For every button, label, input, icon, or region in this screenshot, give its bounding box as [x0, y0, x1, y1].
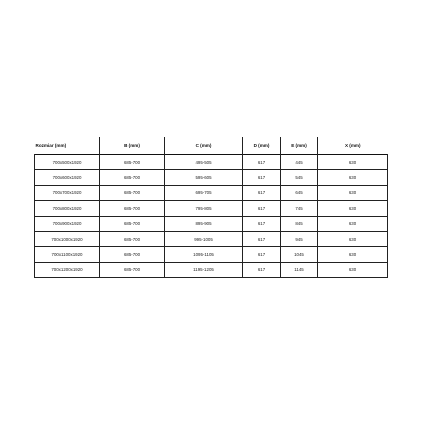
cell-c: 1095-1105: [165, 247, 243, 262]
cell-b: 685-700: [100, 185, 165, 200]
cell-c: 795-805: [165, 201, 243, 216]
cell-size: 700x500x1920: [35, 155, 100, 170]
cell-c: 595-605: [165, 170, 243, 185]
cell-x: 630: [318, 170, 388, 185]
table-row: [35, 262, 388, 277]
cell-x: 630: [318, 247, 388, 262]
cell-b: 685-700: [100, 216, 165, 231]
table-header: [35, 137, 388, 155]
header-row: [35, 137, 388, 155]
cell-d: 617: [243, 185, 281, 200]
table-row: [35, 170, 388, 185]
cell-size: 700x900x1920: [35, 216, 100, 231]
dimensions-table: [34, 137, 388, 278]
cell-size: 700x700x1920: [35, 185, 100, 200]
cell-size: 700x1000x1920: [35, 231, 100, 246]
cell-e: 445: [281, 155, 318, 170]
cell-e: 545: [281, 170, 318, 185]
cell-d: 617: [243, 201, 281, 216]
cell-x: 630: [318, 155, 388, 170]
cell-b: 685-700: [100, 262, 165, 277]
cell-c: 1195-1205: [165, 262, 243, 277]
header-e: E (mm): [281, 137, 318, 155]
cell-c: 695-705: [165, 185, 243, 200]
cell-d: 617: [243, 247, 281, 262]
cell-c: 995-1005: [165, 231, 243, 246]
cell-b: 685-700: [100, 170, 165, 185]
table-row: [35, 201, 388, 216]
header-size: Rozmiar (mm): [35, 143, 67, 148]
table-row: [35, 247, 388, 262]
cell-x: 630: [318, 216, 388, 231]
cell-b: 685-700: [100, 155, 165, 170]
cell-size: 700x1100x1920: [35, 247, 100, 262]
cell-c: 495-505: [165, 155, 243, 170]
cell-x: 630: [318, 185, 388, 200]
cell-b: 685-700: [100, 201, 165, 216]
cell-d: 617: [243, 216, 281, 231]
cell-e: 745: [281, 201, 318, 216]
table-row: [35, 155, 388, 170]
cell-e: 845: [281, 216, 318, 231]
header-d: D (mm): [243, 137, 281, 155]
cell-c: 895-905: [165, 216, 243, 231]
table-row: [35, 216, 388, 231]
cell-d: 617: [243, 262, 281, 277]
dimensions-table-container: [34, 137, 387, 278]
cell-b: 685-700: [100, 247, 165, 262]
cell-e: 1045: [281, 247, 318, 262]
cell-x: 630: [318, 201, 388, 216]
cell-size: 700x800x1920: [35, 201, 100, 216]
table-body: [35, 155, 388, 278]
header-c: C (mm): [165, 137, 243, 155]
header-b: B (mm): [100, 137, 165, 155]
cell-e: 945: [281, 231, 318, 246]
cell-e: 645: [281, 185, 318, 200]
cell-d: 617: [243, 170, 281, 185]
cell-d: 617: [243, 155, 281, 170]
cell-x: 630: [318, 231, 388, 246]
cell-x: 630: [318, 262, 388, 277]
cell-d: 617: [243, 231, 281, 246]
table-row: [35, 185, 388, 200]
cell-size: 700x1200x1920: [35, 262, 100, 277]
cell-b: 685-700: [100, 231, 165, 246]
cell-e: 1145: [281, 262, 318, 277]
header-x: X (mm): [318, 137, 388, 155]
table-row: [35, 231, 388, 246]
cell-size: 700x600x1920: [35, 170, 100, 185]
